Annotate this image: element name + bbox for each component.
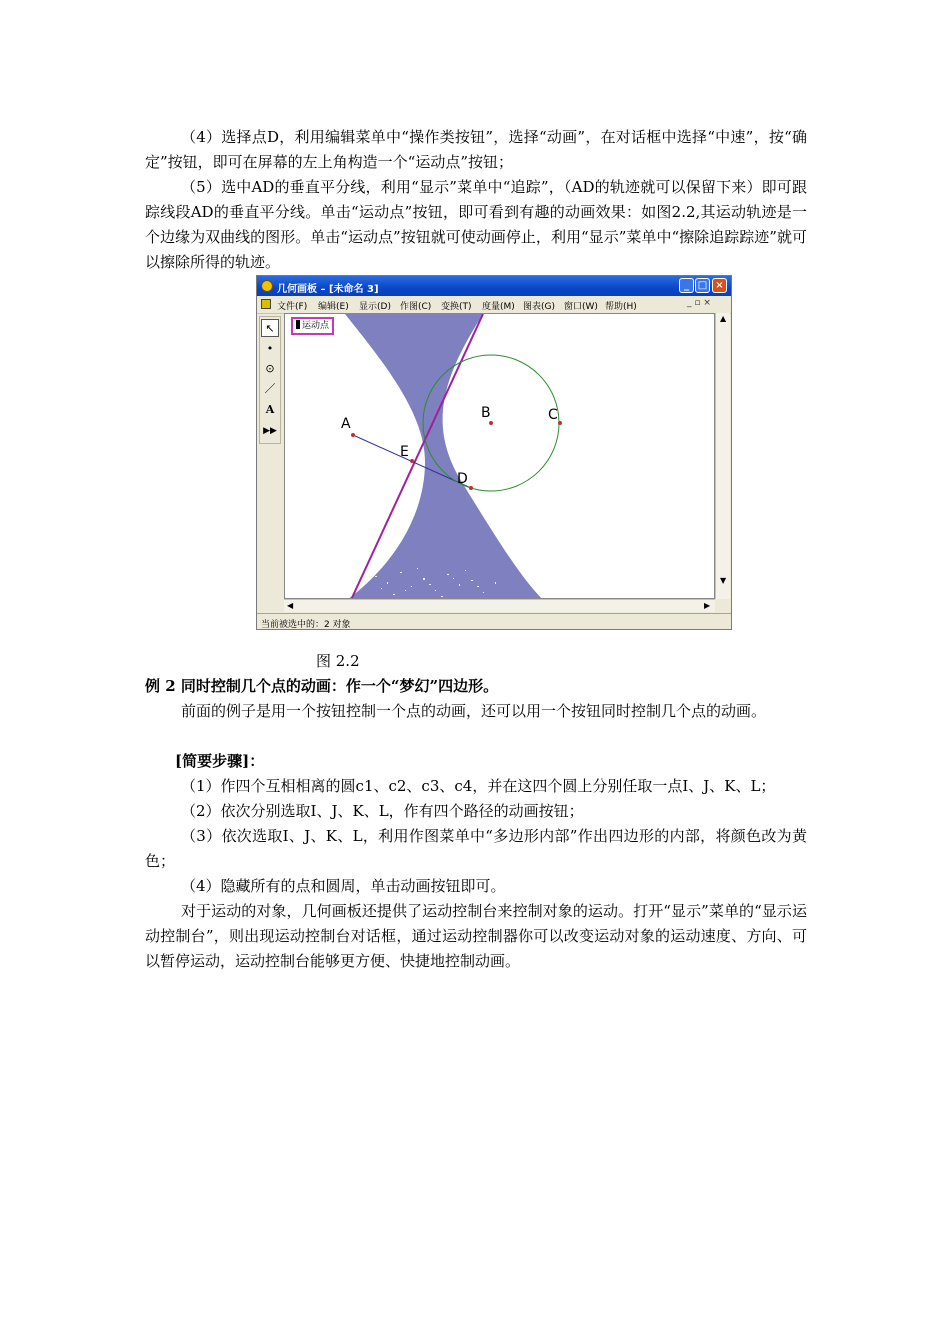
point-b[interactable]: [489, 421, 493, 425]
point-a[interactable]: [351, 433, 355, 437]
compass-tool-icon[interactable]: ⊙: [265, 362, 275, 375]
scroll-down-icon[interactable]: ▼: [720, 576, 727, 585]
label-a: A: [341, 416, 351, 432]
menu-window[interactable]: 窗口(W): [564, 302, 598, 312]
document-icon[interactable]: [261, 299, 271, 309]
menu-construct[interactable]: 作图(C): [400, 302, 432, 312]
paragraph-intro: 前面的例子是用一个按钮控制一个点的动画，还可以用一个按钮同时控制几个点的动画。: [181, 702, 767, 720]
scroll-right-icon[interactable]: ▶: [704, 601, 711, 610]
geometry-sketchpad-window: [256, 275, 732, 630]
trace-region: [345, 314, 543, 599]
text-tool-icon[interactable]: A: [265, 403, 275, 416]
menu-edit[interactable]: 编辑(E): [318, 302, 349, 312]
step-1: （1）作四个互相相离的圆c1、c2、c3、c4，并在这四个圆上分别任取一点I、J、K、L；: [181, 777, 776, 795]
point-d[interactable]: [469, 486, 473, 490]
paragraph-motion-controller: 对于运动的对象，几何画板还提供了运动控制台来控制对象的运动。打开“显示”菜单的“显示运动控制台”，则出现运动控制台对话框，通过运动控制器你可以改变运动对象的运动速度、方向、可以暂停运动，运动控制台能够更方便、快捷地控制动画。: [145, 902, 807, 970]
scroll-up-icon[interactable]: ▲: [720, 314, 727, 323]
horizontal-scrollbar[interactable]: [284, 599, 715, 612]
mdi-controls[interactable]: _ ▫ ×: [687, 298, 711, 308]
scroll-left-icon[interactable]: ◀: [287, 601, 294, 610]
app-icon: [261, 280, 273, 292]
menu-transform[interactable]: 变换(T): [441, 302, 472, 312]
steps-title: [简要步骤]：: [175, 752, 265, 770]
status-bar: [257, 613, 731, 630]
paragraph-step-4: （4）选择点D，利用编辑菜单中“操作类按钮”，选择“动画”，在对话框中选择“中速”，按“确定”按钮，即可在屏幕的左上角构造一个“运动点”按钮；: [145, 128, 807, 171]
sketch-canvas[interactable]: [284, 313, 715, 599]
menu-help[interactable]: 帮助(H): [605, 302, 637, 312]
custom-tool-icon[interactable]: ▶▶: [263, 426, 277, 436]
sketch-drawing: [285, 314, 715, 599]
point-tool-icon[interactable]: •: [266, 342, 274, 355]
status-text: 当前被选中的：2 对象: [261, 620, 351, 630]
button-handle-icon: [296, 320, 300, 329]
label-c: C: [548, 407, 558, 423]
title-bar: [257, 276, 731, 296]
step-4: （4）隐藏所有的点和圆周，单击动画按钮即可。: [181, 877, 506, 895]
label-e: E: [400, 444, 409, 460]
point-c[interactable]: [558, 421, 562, 425]
maximize-button[interactable]: □: [695, 278, 710, 293]
menu-bar: [257, 296, 731, 314]
step-3: （3）依次选取I、J、K、L，利用作图菜单中“多边形内部”作出四边形的内部，将颜色改为黄色；: [145, 827, 807, 870]
menu-graph[interactable]: 图表(G): [523, 302, 555, 312]
menu-display[interactable]: 显示(D): [359, 302, 391, 312]
vertical-scrollbar[interactable]: [715, 313, 730, 599]
menu-file[interactable]: 文件(F): [277, 302, 308, 312]
animation-button-label: 运动点: [302, 321, 330, 331]
label-d: D: [457, 471, 468, 487]
figure-caption: 图 2.2: [316, 652, 360, 670]
menu-measure[interactable]: 度量(M): [482, 302, 515, 312]
minimize-button[interactable]: _: [679, 278, 694, 293]
close-button[interactable]: ×: [712, 278, 727, 293]
point-e[interactable]: [410, 459, 414, 463]
step-2: （2）依次分别选取I、J、K、L，作有四个路径的动画按钮；: [181, 802, 584, 820]
toolbox: [259, 316, 281, 444]
animation-button[interactable]: [291, 317, 334, 335]
arrow-tool-icon[interactable]: ↖: [261, 319, 279, 337]
straightedge-tool-icon[interactable]: ／: [264, 382, 276, 395]
paragraph-step-5: （5）选中AD的垂直平分线，利用“显示”菜单中“追踪”，（AD的轨迹就可以保留下来）即可跟踪线段AD的垂直平分线。单击“运动点”按钮，即可看到有趣的动画效果：如图2.2,其运动轨迹是一个边缘为双曲线的图形。单击“运动点”按钮就可使动画停止，利用“显示”菜单中“擦除追踪踪迹”就可以擦除所得的轨迹。: [145, 178, 807, 271]
example-title: 例 2 同时控制几个点的动画：作一个“梦幻”四边形。: [145, 677, 499, 695]
window-title: 几何画板 – [未命名 3]: [277, 284, 379, 295]
label-b: B: [481, 405, 491, 421]
